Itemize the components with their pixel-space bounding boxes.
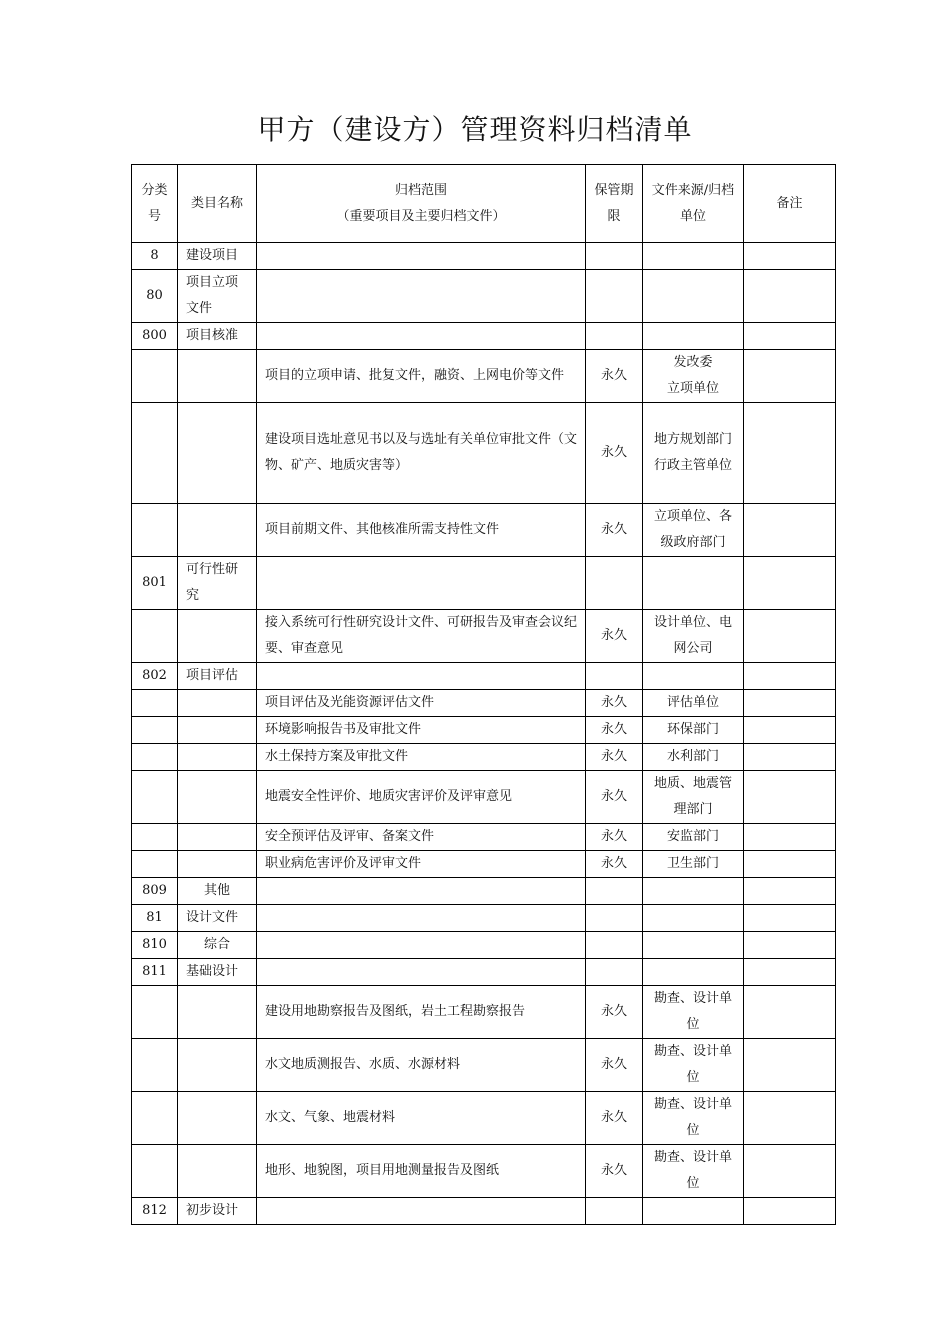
cell-scope bbox=[257, 323, 586, 350]
archive-table bbox=[131, 164, 836, 1225]
table-row bbox=[132, 1198, 836, 1225]
cell-term bbox=[586, 878, 643, 905]
cell-name: 其他 bbox=[178, 878, 257, 905]
cell-name: 可行性研究 bbox=[178, 557, 257, 610]
cell-scope bbox=[257, 959, 586, 986]
cell-code bbox=[132, 610, 178, 663]
cell-scope bbox=[257, 663, 586, 690]
cell-note bbox=[744, 690, 836, 717]
cell-name bbox=[178, 1145, 257, 1198]
cell-code bbox=[132, 350, 178, 403]
cell-scope: 项目评估及光能资源评估文件 bbox=[257, 690, 586, 717]
cell-scope bbox=[257, 878, 586, 905]
cell-code bbox=[132, 851, 178, 878]
cell-term bbox=[586, 932, 643, 959]
table-row bbox=[132, 744, 836, 771]
cell-scope: 接入系统可行性研究设计文件、可研报告及审查会议纪要、审查意见 bbox=[257, 610, 586, 663]
cell-code bbox=[132, 744, 178, 771]
table-row bbox=[132, 1145, 836, 1198]
cell-scope: 职业病危害评价及评审文件 bbox=[257, 851, 586, 878]
cell-scope bbox=[257, 1198, 586, 1225]
cell-note bbox=[744, 403, 836, 504]
cell-name bbox=[178, 403, 257, 504]
table-row bbox=[132, 663, 836, 690]
cell-term: 永久 bbox=[586, 1039, 643, 1092]
cell-name bbox=[178, 717, 257, 744]
cell-code bbox=[132, 690, 178, 717]
cell-note bbox=[744, 350, 836, 403]
cell-term bbox=[586, 1198, 643, 1225]
table-row bbox=[132, 824, 836, 851]
header-scope-line1: 归档范围 bbox=[394, 182, 447, 198]
cell-code: 811 bbox=[132, 959, 178, 986]
cell-term: 永久 bbox=[586, 986, 643, 1039]
table-row bbox=[132, 557, 836, 610]
cell-name: 建设项目 bbox=[178, 243, 257, 270]
cell-note bbox=[744, 932, 836, 959]
cell-term bbox=[586, 557, 643, 610]
cell-source: 立项单位、各级政府部门 bbox=[643, 504, 744, 557]
cell-scope: 环境影响报告书及审批文件 bbox=[257, 717, 586, 744]
cell-note bbox=[744, 851, 836, 878]
header-scope-line2: （重要项目及主要归档文件） bbox=[336, 208, 506, 224]
cell-scope: 项目的立项申请、批复文件，融资、上网电价等文件 bbox=[257, 350, 586, 403]
cell-note bbox=[744, 323, 836, 350]
cell-term: 永久 bbox=[586, 851, 643, 878]
cell-term bbox=[586, 905, 643, 932]
header-note: 备注 bbox=[744, 165, 836, 243]
table-row bbox=[132, 851, 836, 878]
cell-source: 安监部门 bbox=[643, 824, 744, 851]
cell-name bbox=[178, 771, 257, 824]
cell-note bbox=[744, 504, 836, 557]
table-row bbox=[132, 243, 836, 270]
cell-note bbox=[744, 1092, 836, 1145]
cell-name: 设计文件 bbox=[178, 905, 257, 932]
cell-code: 81 bbox=[132, 905, 178, 932]
cell-source bbox=[643, 959, 744, 986]
cell-scope: 水文、气象、地震材料 bbox=[257, 1092, 586, 1145]
table-row bbox=[132, 1039, 836, 1092]
cell-name: 项目立项文件 bbox=[178, 270, 257, 323]
cell-code: 812 bbox=[132, 1198, 178, 1225]
cell-term: 永久 bbox=[586, 403, 643, 504]
cell-scope: 安全预评估及评审、备案文件 bbox=[257, 824, 586, 851]
cell-scope: 地震安全性评价、地质灾害评价及评审意见 bbox=[257, 771, 586, 824]
cell-note bbox=[744, 744, 836, 771]
cell-name bbox=[178, 350, 257, 403]
cell-source: 勘查、设计单位 bbox=[643, 986, 744, 1039]
table-row bbox=[132, 932, 836, 959]
table-row bbox=[132, 690, 836, 717]
cell-term: 永久 bbox=[586, 1092, 643, 1145]
cell-source: 设计单位、电网公司 bbox=[643, 610, 744, 663]
cell-name bbox=[178, 1092, 257, 1145]
table-row bbox=[132, 504, 836, 557]
cell-name bbox=[178, 824, 257, 851]
cell-code: 80 bbox=[132, 270, 178, 323]
cell-scope: 建设项目选址意见书以及与选址有关单位审批文件（文物、矿产、地质灾害等） bbox=[257, 403, 586, 504]
cell-term: 永久 bbox=[586, 744, 643, 771]
cell-name bbox=[178, 504, 257, 557]
cell-scope bbox=[257, 270, 586, 323]
cell-code: 809 bbox=[132, 878, 178, 905]
cell-source bbox=[643, 557, 744, 610]
page-title: 甲方（建设方）管理资料归档清单 bbox=[257, 113, 693, 146]
cell-scope bbox=[257, 557, 586, 610]
cell-note bbox=[744, 717, 836, 744]
table-row bbox=[132, 905, 836, 932]
cell-term bbox=[586, 323, 643, 350]
table-row bbox=[132, 986, 836, 1039]
cell-scope bbox=[257, 243, 586, 270]
cell-scope: 水文地质测报告、水质、水源材料 bbox=[257, 1039, 586, 1092]
cell-name bbox=[178, 1039, 257, 1092]
cell-code bbox=[132, 771, 178, 824]
cell-term bbox=[586, 243, 643, 270]
cell-scope: 建设用地勘察报告及图纸，岩土工程勘察报告 bbox=[257, 986, 586, 1039]
cell-code bbox=[132, 1039, 178, 1092]
cell-note bbox=[744, 270, 836, 323]
cell-name: 项目核准 bbox=[178, 323, 257, 350]
cell-source: 卫生部门 bbox=[643, 851, 744, 878]
cell-source bbox=[643, 932, 744, 959]
cell-scope: 水土保持方案及审批文件 bbox=[257, 744, 586, 771]
cell-name: 基础设计 bbox=[178, 959, 257, 986]
cell-code: 8 bbox=[132, 243, 178, 270]
cell-source: 地质、地震管理部门 bbox=[643, 771, 744, 824]
cell-note bbox=[744, 1145, 836, 1198]
cell-note bbox=[744, 986, 836, 1039]
cell-source bbox=[643, 323, 744, 350]
table-row bbox=[132, 1092, 836, 1145]
table-row bbox=[132, 878, 836, 905]
cell-term: 永久 bbox=[586, 771, 643, 824]
cell-source bbox=[643, 878, 744, 905]
table-row bbox=[132, 270, 836, 323]
cell-name bbox=[178, 610, 257, 663]
table-row bbox=[132, 717, 836, 744]
cell-note bbox=[744, 1039, 836, 1092]
cell-code bbox=[132, 504, 178, 557]
cell-term: 永久 bbox=[586, 350, 643, 403]
cell-code bbox=[132, 717, 178, 744]
table-row bbox=[132, 959, 836, 986]
table-row bbox=[132, 323, 836, 350]
cell-note bbox=[744, 824, 836, 851]
cell-source: 发改委 立项单位 bbox=[643, 350, 744, 403]
cell-name bbox=[178, 744, 257, 771]
cell-note bbox=[744, 663, 836, 690]
cell-term bbox=[586, 270, 643, 323]
header-source: 文件来源/归档单位 bbox=[643, 165, 744, 243]
cell-code bbox=[132, 986, 178, 1039]
cell-term: 永久 bbox=[586, 1145, 643, 1198]
cell-source bbox=[643, 1198, 744, 1225]
table-row bbox=[132, 771, 836, 824]
cell-scope: 地形、地貌图，项目用地测量报告及图纸 bbox=[257, 1145, 586, 1198]
cell-source bbox=[643, 663, 744, 690]
cell-name bbox=[178, 986, 257, 1039]
cell-term: 永久 bbox=[586, 690, 643, 717]
cell-code bbox=[132, 824, 178, 851]
cell-source: 水利部门 bbox=[643, 744, 744, 771]
cell-scope bbox=[257, 932, 586, 959]
cell-source: 勘查、设计单位 bbox=[643, 1039, 744, 1092]
header-name: 类目名称 bbox=[178, 165, 257, 243]
cell-term bbox=[586, 663, 643, 690]
header-term: 保管期限 bbox=[586, 165, 643, 243]
cell-name bbox=[178, 690, 257, 717]
cell-note bbox=[744, 1198, 836, 1225]
header-row bbox=[132, 165, 836, 243]
cell-source bbox=[643, 270, 744, 323]
cell-term: 永久 bbox=[586, 610, 643, 663]
table-row bbox=[132, 403, 836, 504]
cell-code: 802 bbox=[132, 663, 178, 690]
cell-code bbox=[132, 1145, 178, 1198]
cell-code: 800 bbox=[132, 323, 178, 350]
cell-code: 801 bbox=[132, 557, 178, 610]
cell-source: 环保部门 bbox=[643, 717, 744, 744]
cell-source: 评估单位 bbox=[643, 690, 744, 717]
cell-term: 永久 bbox=[586, 824, 643, 851]
cell-code bbox=[132, 403, 178, 504]
cell-code: 810 bbox=[132, 932, 178, 959]
cell-term: 永久 bbox=[586, 504, 643, 557]
cell-note bbox=[744, 959, 836, 986]
cell-scope bbox=[257, 905, 586, 932]
cell-note bbox=[744, 905, 836, 932]
cell-note bbox=[744, 243, 836, 270]
cell-note bbox=[744, 610, 836, 663]
cell-code bbox=[132, 1092, 178, 1145]
cell-source: 地方规划部门 行政主管单位 bbox=[643, 403, 744, 504]
cell-name: 项目评估 bbox=[178, 663, 257, 690]
header-scope bbox=[257, 165, 586, 243]
cell-name: 综合 bbox=[178, 932, 257, 959]
cell-source bbox=[643, 243, 744, 270]
table-row bbox=[132, 350, 836, 403]
cell-name bbox=[178, 851, 257, 878]
cell-source: 勘查、设计单位 bbox=[643, 1145, 744, 1198]
cell-term bbox=[586, 959, 643, 986]
cell-scope: 项目前期文件、其他核准所需支持性文件 bbox=[257, 504, 586, 557]
cell-note bbox=[744, 878, 836, 905]
header-code: 分类号 bbox=[132, 165, 178, 243]
cell-note bbox=[744, 771, 836, 824]
cell-source: 勘查、设计单位 bbox=[643, 1092, 744, 1145]
table-row bbox=[132, 610, 836, 663]
cell-term: 永久 bbox=[586, 717, 643, 744]
cell-note bbox=[744, 557, 836, 610]
cell-source bbox=[643, 905, 744, 932]
cell-name: 初步设计 bbox=[178, 1198, 257, 1225]
